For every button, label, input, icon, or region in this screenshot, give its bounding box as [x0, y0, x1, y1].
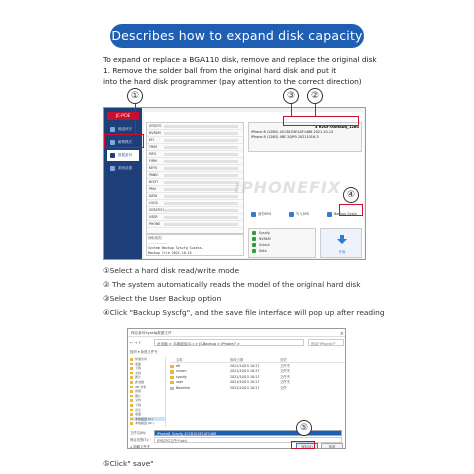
- callout-1: ①: [127, 88, 143, 104]
- checkbox-icon: [252, 249, 256, 253]
- file-icon: [170, 387, 174, 390]
- list-item[interactable]: USER: [147, 214, 243, 221]
- folder-icon: [170, 370, 174, 373]
- filetype-label: 保存类型(T):: [130, 438, 149, 442]
- checkbox-icon: [252, 237, 256, 241]
- checkbox-icon: [252, 231, 256, 235]
- list-item[interactable]: MFG: [147, 151, 243, 158]
- step-item: ③Select the User Backup option: [103, 294, 222, 303]
- tree-item[interactable]: 本地磁盘 (D:): [130, 421, 165, 426]
- intro-line: 1. Remove the solder ball from the original hard disk and put it: [103, 66, 337, 75]
- column-header[interactable]: 名称: [176, 358, 183, 362]
- list-item[interactable]: NVRAM: [147, 130, 243, 137]
- tree-item[interactable]: 本地磁盘 (C:): [130, 417, 165, 422]
- step-item: ④Click "Backup Syscfg", and the save file interface will pop up after reading: [103, 308, 385, 317]
- info-line: iPhone 8 (128G) 4CCB1E4E1AF1468 2021-10-15: [251, 130, 334, 134]
- search-input[interactable]: 搜索"iPhone7": [308, 339, 344, 346]
- programmer-screenshot: [103, 107, 366, 260]
- hide-folders-toggle[interactable]: ∧ 隐藏文件夹: [130, 445, 150, 449]
- backup-icon: [110, 153, 115, 158]
- backup-syscfg-button[interactable]: Backup Sysfg: [326, 210, 357, 218]
- filename-label: 文件名(N):: [130, 431, 147, 435]
- folder-icon: [170, 365, 174, 368]
- list-item[interactable]: EFI: [147, 137, 243, 144]
- dialog-title-bar: [128, 329, 346, 337]
- sidebar-item-label: 系统设置: [118, 166, 132, 170]
- list-item[interactable]: PMU: [147, 186, 243, 193]
- folder-icon: [170, 376, 174, 379]
- callout-leader: [291, 104, 292, 116]
- option-checkbox[interactable]: Syscfg: [252, 230, 312, 236]
- step-item: ①Select a hard disk read/write mode: [103, 266, 240, 275]
- tree-item[interactable]: 文档: [130, 371, 165, 376]
- read-sys-button[interactable]: 备份SYS: [250, 210, 271, 218]
- option-checkbox[interactable]: NVRAM: [252, 236, 312, 242]
- step-item: ② The system automatically reads the model of the original hard disk: [103, 280, 361, 289]
- sidebar: [104, 108, 142, 260]
- options-panel: [248, 228, 316, 258]
- tree-item[interactable]: 桌面: [130, 412, 165, 417]
- dialog-title: 保存备份Syscfg数据文件: [131, 331, 172, 335]
- tree-item[interactable]: 图片: [130, 375, 165, 380]
- log-line: 读取成功！: [148, 236, 165, 240]
- download-arrow-icon: [336, 235, 348, 245]
- highlight-backup-tab: [104, 134, 144, 148]
- column-header[interactable]: 修改日期: [230, 358, 244, 362]
- filename-input[interactable]: iPhone8_Syscfg_4CCB1E4E1AF1468: [154, 430, 342, 436]
- list-item[interactable]: DATA: [147, 193, 243, 200]
- save-button[interactable]: 保存(S): [296, 443, 318, 449]
- gear-icon: [110, 166, 115, 171]
- log-line: Backup file 2021-10-15: [148, 251, 192, 255]
- tree-item[interactable]: 音乐: [130, 408, 165, 413]
- cancel-button[interactable]: 取消: [321, 443, 343, 449]
- read-icon: [251, 212, 256, 217]
- title-banner: Describes how to expand disk capacity: [110, 24, 364, 48]
- disk-info-panel: [248, 122, 362, 152]
- file-list-header: [170, 357, 345, 363]
- intro-line: To expand or replace a BGA110 disk, remove and replace the original disk: [103, 55, 377, 64]
- option-checkbox[interactable]: Data: [252, 248, 312, 254]
- log-output: [146, 234, 244, 256]
- save-dialog-screenshot: [127, 328, 346, 449]
- tree-item[interactable]: 此电脑: [130, 380, 165, 385]
- list-item[interactable]: TRIM: [147, 144, 243, 151]
- start-label: 开始: [338, 250, 346, 254]
- tree-item[interactable]: 下载: [130, 403, 165, 408]
- option-checkbox[interactable]: Unlock: [252, 242, 312, 248]
- file-list: [170, 364, 345, 391]
- list-item[interactable]: SYSCFG: [147, 123, 243, 130]
- highlight-backup-button: [339, 204, 363, 216]
- tree-item[interactable]: 桌面: [130, 362, 165, 367]
- list-item[interactable]: SCRATCH: [147, 207, 243, 214]
- list-item[interactable]: FIRM: [147, 158, 243, 165]
- highlight-disk-model: [283, 116, 359, 126]
- filetype-select[interactable]: SYSCFG文件(*.bin): [154, 437, 342, 443]
- sidebar-item-backup[interactable]: [107, 150, 139, 161]
- list-item[interactable]: BOOT: [147, 179, 243, 186]
- tree-item[interactable]: 下载: [130, 366, 165, 371]
- address-row: [130, 339, 345, 347]
- filename-row: [130, 430, 345, 436]
- callout-5: ⑤: [296, 420, 312, 436]
- list-item[interactable]: KEYS: [147, 165, 243, 172]
- callout-3: ③: [283, 88, 299, 104]
- final-step: ⑤Click" save": [103, 459, 154, 468]
- write-icon: [289, 212, 294, 217]
- tree-item[interactable]: 图片: [130, 394, 165, 399]
- file-row[interactable]: Baseline 2021/10/15 10:27 文件: [170, 386, 345, 391]
- tree-item[interactable]: 3D 对象: [130, 385, 165, 390]
- steps-list: [103, 264, 403, 320]
- list-item[interactable]: LOGS: [147, 200, 243, 207]
- file-row[interactable]: nvram 2021/10/15 10:27 文件夹: [170, 369, 345, 374]
- callout-leader: [315, 104, 316, 116]
- dialog-toolbar[interactable]: 组织 ▾ 新建文件夹: [130, 350, 158, 354]
- tree-item[interactable]: 文档: [130, 398, 165, 403]
- list-item[interactable]: PANIC: [147, 172, 243, 179]
- log-line: ----------: [148, 241, 168, 245]
- disk-model: 4 H2GF7R0HADQ_128G: [315, 125, 359, 129]
- sidebar-item-label: 解锁模式: [118, 140, 132, 144]
- watermark: IPHONEFIX: [234, 178, 342, 197]
- log-line: System Backup Syscfg Sucess,: [148, 246, 204, 250]
- intro-text: [103, 54, 403, 87]
- intro-line: into the hard disk programmer (pay attention to the correct direction): [103, 77, 362, 86]
- callout-4: ④: [343, 187, 359, 203]
- sidebar-item-label: 硬盘读写: [118, 127, 132, 131]
- start-button[interactable]: [320, 228, 362, 258]
- sidebar-item-label: 数据备份: [118, 153, 132, 157]
- callout-2: ②: [307, 88, 323, 104]
- tree-item[interactable]: 快速访问: [130, 357, 165, 362]
- file-row[interactable]: syscfg 2021/10/15 10:27 文件夹: [170, 375, 345, 380]
- disk-icon: [110, 127, 115, 132]
- checkbox-icon: [252, 243, 256, 247]
- close-icon[interactable]: ×: [339, 331, 344, 337]
- list-item[interactable]: PHONE: [147, 221, 243, 228]
- file-row[interactable]: efi 2021/10/15 10:27 文件夹: [170, 364, 345, 369]
- write-sys-button[interactable]: 写入SYS: [288, 210, 309, 218]
- info-line: iPhone 8 (128G) 4BF-20JP0 20211016-3: [251, 135, 319, 139]
- app-logo: JC-PCIE: [107, 112, 139, 120]
- sidebar-item-settings[interactable]: [107, 163, 139, 174]
- folder-icon: [170, 381, 174, 384]
- tree-item[interactable]: 视频: [130, 389, 165, 394]
- callout-leader: [135, 104, 136, 134]
- column-header[interactable]: 类型: [280, 358, 287, 362]
- address-bar[interactable]: 此电脑 > 本地磁盘(C:) > JCBackup > iPhone7 >: [154, 339, 304, 346]
- nav-arrows-icon[interactable]: ← → ↑: [130, 341, 142, 345]
- partition-list: [146, 122, 244, 234]
- backup-icon: [327, 212, 332, 217]
- folder-tree: [130, 357, 166, 427]
- file-row[interactable]: user 2021/10/15 10:27 文件夹: [170, 380, 345, 385]
- highlight-save-button: [291, 441, 315, 449]
